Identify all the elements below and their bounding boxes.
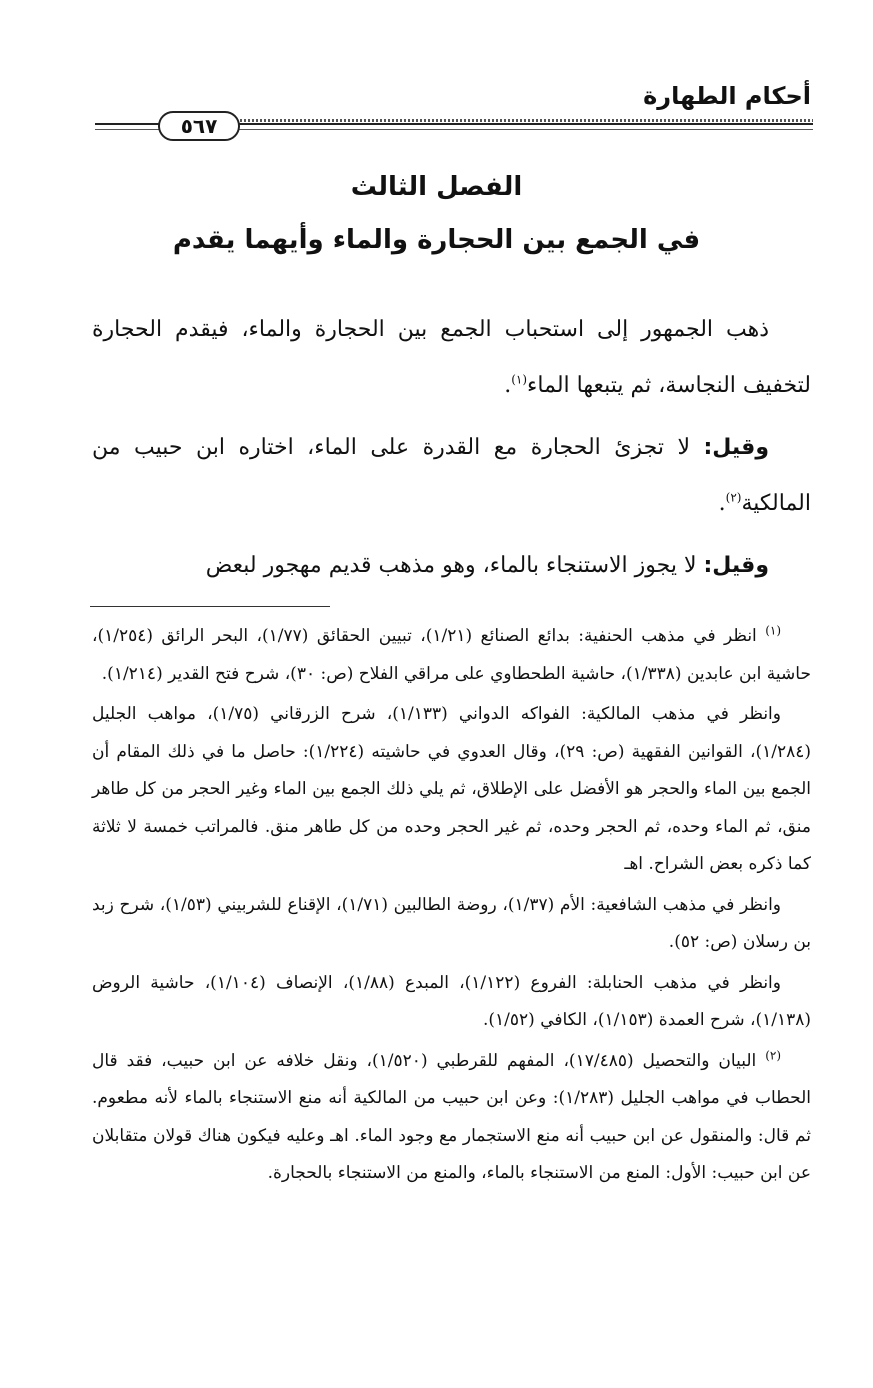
page-number-badge [158, 111, 240, 141]
paragraph-2 [92, 420, 811, 532]
chapter-subtitle: في الجمع بين الحجارة والماء وأيهما يقدم [172, 225, 701, 255]
paragraph-3-lead: وقيل: [703, 553, 769, 578]
footnote-1-shafii: وانظر في مذهب الشافعية: الأم (١/٣٧)، روضة الطالبين (١/٧١)، الإقناع للشربيني (١/٥٣)، شرح زبد بن رسلان (ص: ٥٢). [92, 894, 811, 952]
footnote-1-maliki: وانظر في مذهب المالكية: الفواكه الدواني (١/١٣٣)، شرح الزرقاني (١/٧٥)، مواهب الجليل (١/٢٨٤)، القوانين الفقهية (ص: ٢٩)، وقال العدوي في حاشيته (١/٢٢٤): حاصل ما في ذلك المقام أن الجمع بين الماء والحجر هو الأفضل على الإطلاق، ثم يلي ذلك الجمع بين الماء وغير الحجر من كل طاهر منق، ثم الماء وحده، ثم الحجر وحده، ثم غير الحجر وحده من كل طاهر منق. فالمراتب خمسة لا ثلاثة كما ذكره بعض الشراح. اهـ [92, 704, 812, 874]
footnote-1-hanafi [92, 618, 811, 693]
footnote-2-marker: (٢) [765, 1047, 782, 1062]
footnote-separator [90, 606, 330, 607]
paragraph-1 [92, 302, 811, 414]
paragraph-3 [92, 538, 811, 594]
footnote-ref-1: (١) [511, 372, 528, 387]
chapter-title: الفصل الثالث [350, 172, 523, 202]
footnote-ref-2: (٢) [725, 490, 742, 505]
footnote-2 [92, 1043, 811, 1193]
header-dotted-rule [240, 119, 813, 122]
paragraph-1-end: . [504, 373, 512, 398]
main-text [92, 302, 811, 600]
paragraph-1-text: ذهب الجمهور إلى استحباب الجمع بين الحجارة والماء، فيقدم الحجارة لتخفيف النجاسة، ثم يتبعها الماء [92, 317, 811, 398]
page-number: ٥٦٧ [180, 114, 218, 138]
paragraph-2-text: لا تجزئ الحجارة مع القدرة على الماء، اختاره ابن حبيب من المالكية [92, 435, 811, 516]
paragraph-2-end: . [718, 491, 726, 516]
footnote-1-marker: (١) [765, 623, 782, 638]
paragraph-2-lead: وقيل: [703, 435, 769, 460]
paragraph-3-text: لا يجوز الاستنجاء بالماء، وهو مذهب قديم مهجور لبعض [205, 553, 704, 578]
footnote-1-hanbali: وانظر في مذهب الحنابلة: الفروع (١/١٢٢)، المبدع (١/٨٨)، الإنصاف (١/١٠٤)، حاشية الروض (١/١٣٨)، شرح العمدة (١/١٥٣)، الكافي (١/٥٢). [92, 972, 811, 1030]
footnote-2-text: البيان والتحصيل (١٧/٤٨٥)، المفهم للقرطبي (١/٥٢٠)، ونقل خلافه عن ابن حبيب، فقد قال الحطاب في مواهب الجليل (١/٢٨٣): وعن ابن حبيب من المالكية أنه منع الاستنجاء بالماء لأنه مطعوم. ثم قال: والمنقول عن ابن حبيب أنه منع الاستجمار مع وجود الماء. اهـ وعليه فيكون هناك قولان متقابلان عن ابن حبيب: الأول: المنع من الاستنجاء بالماء، والمنع من الاستنجاء بالحجارة. [92, 1050, 811, 1183]
footnotes [92, 618, 811, 1196]
footnote-1-hanafi-text: انظر في مذهب الحنفية: بدائع الصنائع (١/٢١)، تبيين الحقائق (١/٧٧)، البحر الرائق (١/٢٥٤)، حاشية ابن عابدين (١/٣٣٨)، حاشية الطحطاوي على مراقي الفلاح (ص: ٣٠)، شرح فتح القدير (١/٢١٤). [92, 626, 811, 684]
running-header-title: أحكام الطهارة [643, 82, 811, 110]
